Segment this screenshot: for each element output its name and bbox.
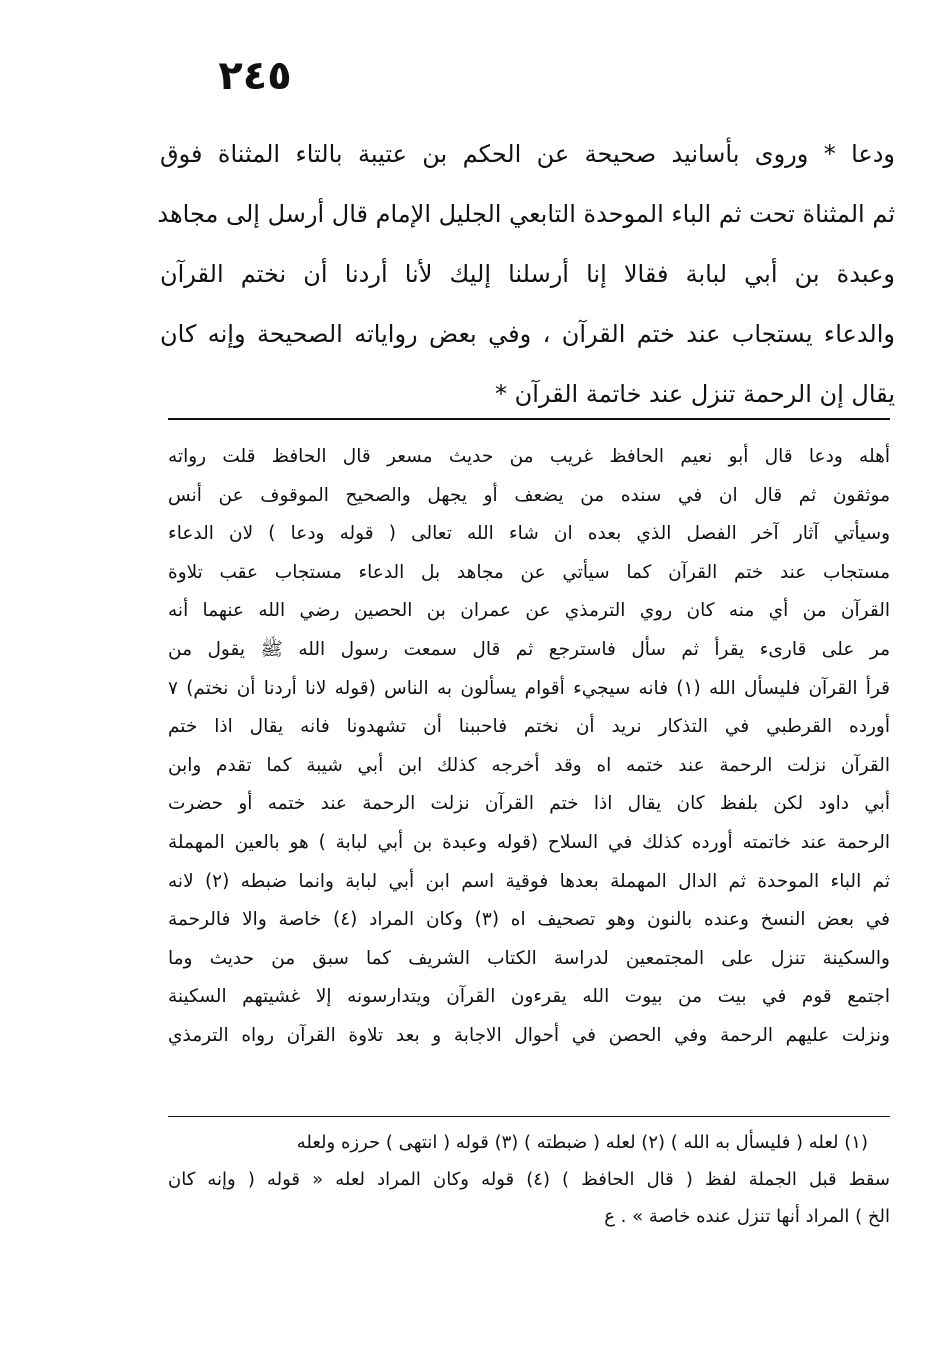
commentary-line: أورده القرطبي في التذكار نريد أن نختم فاحببنا أن تشهدونا فانه يقال اذا ختم (168, 716, 890, 738)
commentary-line: ثم الباء الموحدة ثم الدال المهملة بعدها فوقية اسم ابن أبي لبابة وانما ضبطه (٢) لانه (168, 870, 890, 892)
commentary-line: اجتمع قوم في بيت من بيوت الله يقرءون القرآن ويتدارسونه إلا غشيتهم السكينة (168, 986, 890, 1008)
page-number: ٢٤٥ (218, 53, 292, 99)
main-text-line: ودعا * وروى بأسانيد صحيحة عن الحكم بن عتيبة بالتاء المثناة فوق (160, 140, 895, 168)
footnotes-divider (168, 1116, 890, 1117)
main-text-line: والدعاء يستجاب عند ختم القرآن ، وفي بعض رواياته الصحيحة وإنه كان (160, 320, 895, 348)
commentary-block (168, 438, 890, 1056)
commentary-line: أبي داود لكن بلفظ كان يقال اذا ختم القرآن نزلت الرحمة عند ختمه أو حضرت (168, 793, 890, 815)
commentary-line: قرأ القرآن فليسأل الله (١) فانه سيجيء أقوام يسألون به الناس (قوله لانا أردنا أن نختم) ٧ (168, 677, 890, 699)
footnote-line: سقط قبل الجملة لفظ ( قال الحافظ ) (٤) قوله وكان المراد لعله « قوله ( وإنه كان (168, 1169, 890, 1190)
commentary-line: القرآن من أي منه كان روي الترمذي عن عمران بن الحصين رضي الله عنهما أنه (168, 600, 890, 622)
commentary-line: أهله ودعا قال أبو نعيم الحافظ غريب من حديث مسعر قال الحافظ قلت رواته (168, 446, 890, 467)
footnote-line: (١) لعله ( فليسأل به الله ) (٢) لعله ( ضبطته ) (٣) قوله ( انتهى ) حرزه ولعله (296, 1132, 868, 1153)
commentary-line: موثقون ثم قال ان في سنده من يضعف أو يجهل والصحيح الموقوف عن أنس (168, 484, 890, 506)
main-text-divider (168, 418, 890, 420)
commentary-line: في بعض النسخ وعنده بالنون وهو تصحيف اه (٣) وكان المراد (٤) خاصة والا فالرحمة (168, 909, 890, 931)
commentary-line: القرآن نزلت الرحمة عند ختمه اه وقد أخرجه كذلك ابن أبي شيبة كما تقدم وابن (168, 754, 890, 776)
main-text-block (157, 124, 895, 424)
commentary-line: والسكينة تنزل على المجتمعين لدراسة الكتاب الشريف كما سبق من حديث وما (168, 947, 890, 969)
footnotes-block (168, 1124, 890, 1235)
footnote-line: الخ ) المراد أنها تنزل عنده خاصة » . ع (604, 1206, 890, 1227)
commentary-line: مستجاب عند ختم القرآن كما سيأتي عن مجاهد بل الدعاء مستجاب عقب تلاوة (168, 561, 890, 583)
commentary-line: مر على قارىء يقرأ ثم سأل فاسترجع ثم قال سمعت رسول الله ﷺ يقول من (168, 638, 890, 660)
commentary-line: وسيأتي آثار آخر الفصل الذي بعده ان شاء الله تعالى ( قوله ودعا ) لان الدعاء (168, 523, 890, 545)
commentary-line: ونزلت عليهم الرحمة وفي الحصن في أحوال الاجابة و بعد تلاوة القرآن رواه الترمذي (168, 1024, 890, 1046)
main-text-line: وعبدة بن أبي لبابة فقالا إنا أرسلنا إليك لأنا أردنا أن نختم القرآن (160, 260, 895, 288)
commentary-line: الرحمة عند خاتمته أورده كذلك في السلاح (قوله وعبدة بن أبي لبابة ) هو بالعين المهملة (168, 831, 890, 853)
main-text-line: يقال إن الرحمة تنزل عند خاتمة القرآن * (494, 380, 895, 408)
main-text-line: ثم المثناة تحت ثم الباء الموحدة التابعي الجليل الإمام قال أرسل إلى مجاهد (157, 200, 895, 228)
